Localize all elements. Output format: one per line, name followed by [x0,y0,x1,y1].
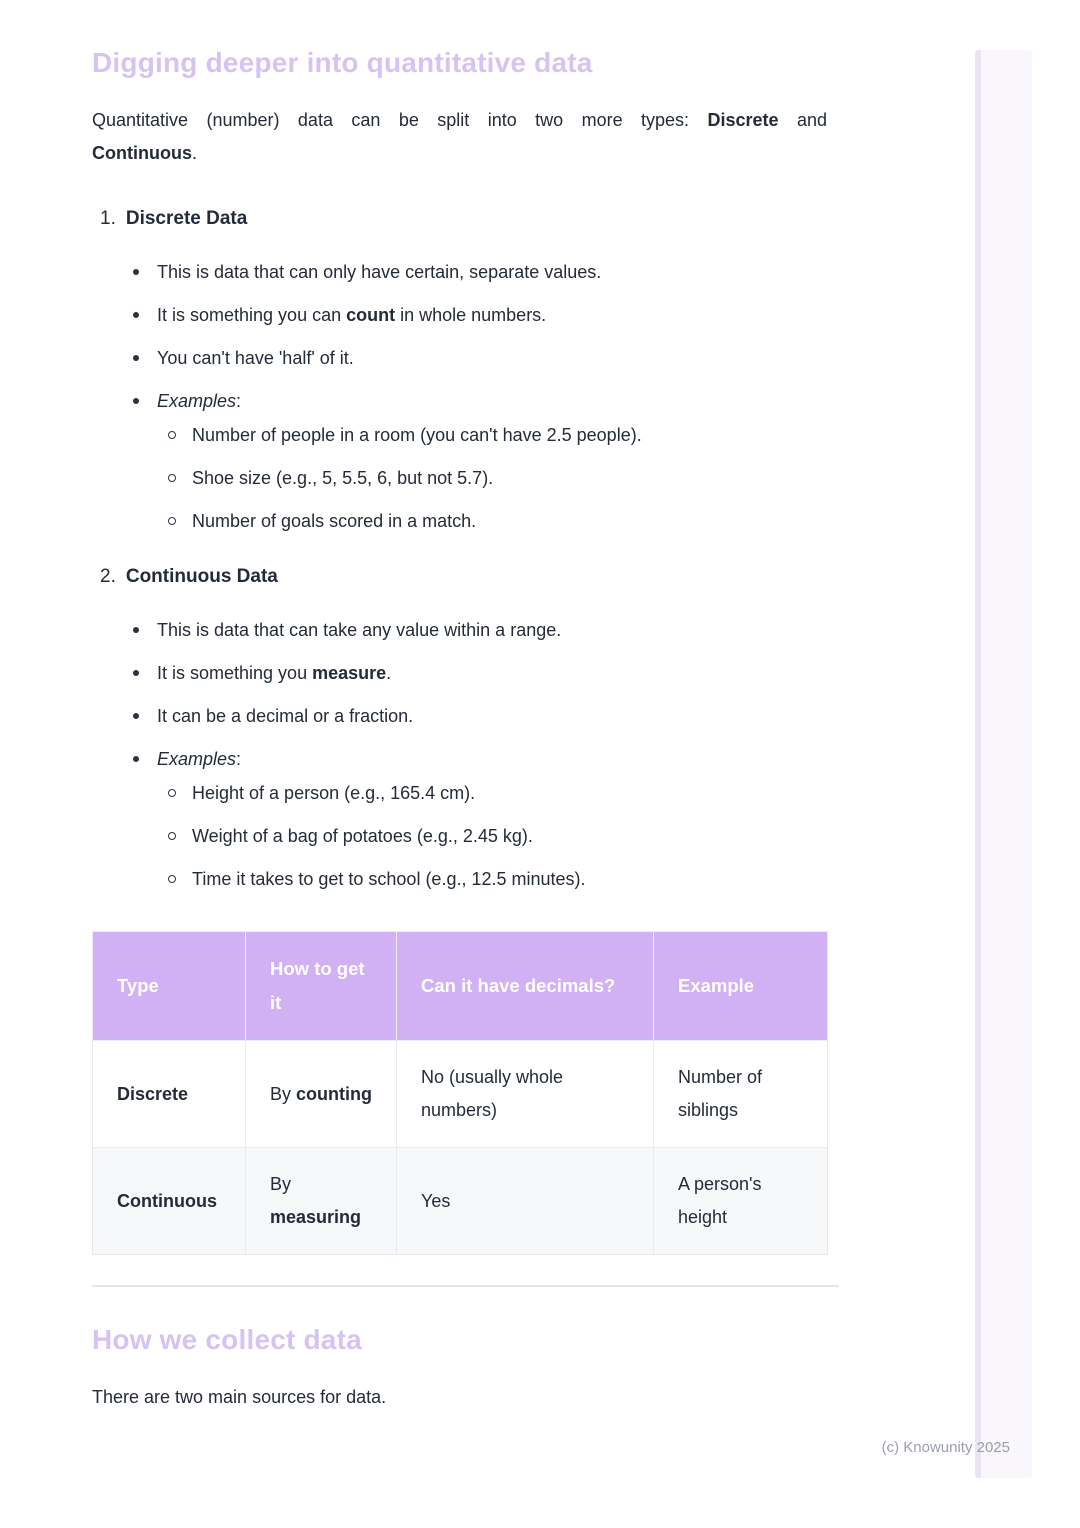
table-cell: By counting [246,1041,397,1148]
circle-bullet-icon [168,517,176,525]
list-number: 2. [100,566,116,587]
circle-bullet-icon [168,832,176,840]
table-cell: No (usually whole numbers) [397,1041,654,1148]
list-item [92,509,827,533]
list-item-title: Discrete Data [125,208,248,229]
list-item [92,466,827,490]
list-item-heading [92,564,827,590]
copyright-note: (c) Knowunity 2025 [881,1439,1010,1456]
list-item-text: This is data that can only have certain, separate values. [157,262,602,282]
bullet-icon [133,355,139,361]
list-item [92,867,827,891]
intro-line-2: Continuous. [92,143,197,163]
list-item-title: Continuous Data [125,566,278,587]
list-item [92,781,827,805]
list-item [92,661,827,685]
table-header-cell-how: How to get it [246,932,397,1041]
list-item-text: Number of people in a room (you can't have 2.5 people). [192,425,642,445]
circle-bullet-icon [168,789,176,797]
section-heading-collect: How we collect data [92,1324,362,1355]
bullet-icon [133,627,139,633]
list-item [92,747,827,771]
table-header-cell-example: Example [654,932,828,1041]
list-item [92,260,827,284]
list-item-heading [92,206,827,232]
list-item-text: Number of goals scored in a match. [192,511,477,531]
list-item-text: You can't have 'half' of it. [157,348,354,368]
table-cell: Discrete [93,1041,246,1148]
list-item-text: It can be a decimal or a fraction. [157,706,414,726]
circle-bullet-icon [168,474,176,482]
circle-bullet-icon [168,431,176,439]
bullet-icon [133,269,139,275]
sub-bullet-list [92,423,827,533]
table-row-continuous [93,1148,828,1255]
list-item-text: It is something you measure. [157,663,392,683]
list-item-text: This is data that can take any value within a range. [157,620,562,640]
bullet-list [92,260,827,533]
bullet-icon [133,713,139,719]
bullet-icon [133,398,139,404]
table-cell: By measuring [246,1148,397,1255]
list-item [92,824,827,848]
notes-content [92,0,827,1414]
list-item-text: Time it takes to get to school (e.g., 12.5 minutes). [192,869,586,889]
scrollbar-track[interactable] [975,50,1032,1478]
section-divider [92,1285,839,1287]
table-cell: Yes [397,1148,654,1255]
list-item [92,618,827,642]
section-discrete-data [92,170,827,552]
bullet-icon [133,756,139,762]
list-item [92,346,827,370]
table-cell: A person's height [654,1148,828,1255]
section-continuous-data [92,552,827,910]
table-header-cell-decimals: Can it have decimals? [397,932,654,1041]
sub-bullet-list [92,781,827,891]
bullet-icon [133,312,139,318]
list-item-text: It is something you can count in whole numbers. [157,305,547,325]
list-item-text: Weight of a bag of potatoes (e.g., 2.45 kg). [192,826,533,846]
list-item-text: Height of a person (e.g., 165.4 cm). [192,783,476,803]
list-number: 1. [100,208,116,229]
intro-line-1: Quantitative (number) data can be split into two more types: Discrete and [92,110,827,130]
table-row-discrete [93,1041,828,1148]
circle-bullet-icon [168,875,176,883]
table-cell: Continuous [93,1148,246,1255]
intro-paragraph [92,104,827,170]
list-item [92,389,827,413]
table-cell: Number of siblings [654,1041,828,1148]
list-item-text: Shoe size (e.g., 5, 5.5, 6, but not 5.7). [192,468,494,488]
bullet-icon [133,670,139,676]
list-item-text: Examples: [157,391,242,411]
data-types-table [92,931,828,1255]
bullet-list [92,618,827,891]
list-item [92,704,827,728]
list-item [92,423,827,447]
list-item-text: Examples: [157,749,242,769]
outro-paragraph: There are two main sources for data. [92,1387,387,1407]
table-header-row [93,932,828,1041]
list-item [92,303,827,327]
table-header-cell-type: Type [93,932,246,1041]
page-title: Digging deeper into quantitative data [92,47,593,78]
